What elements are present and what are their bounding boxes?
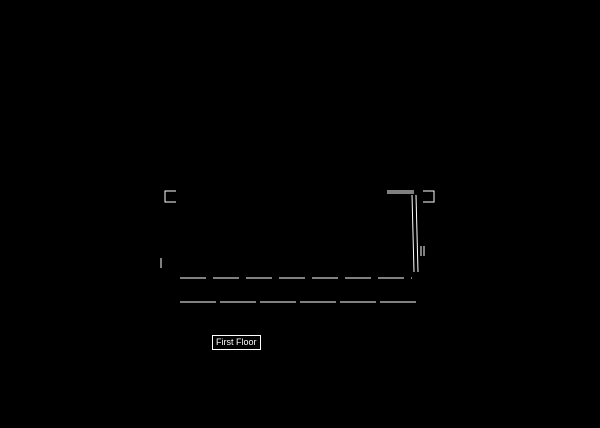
floor-label: First Floor [212,335,261,350]
